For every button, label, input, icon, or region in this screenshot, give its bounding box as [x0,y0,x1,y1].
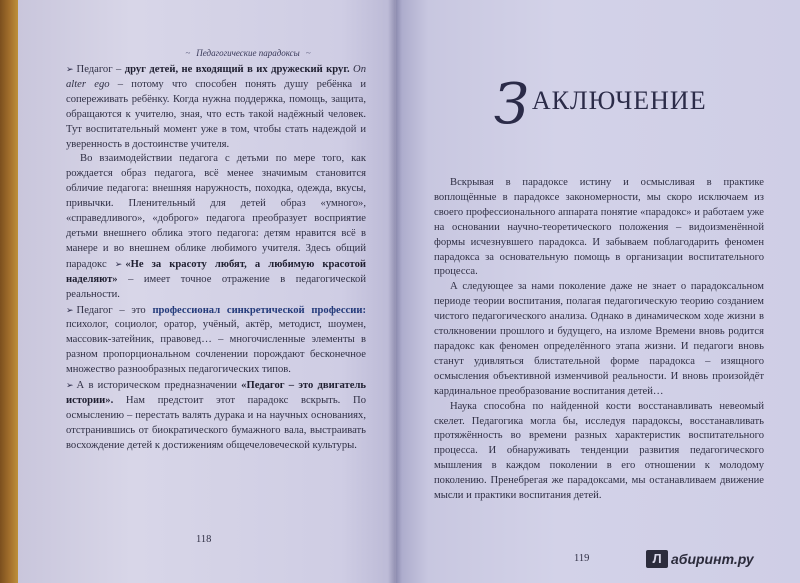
conclusion-paragraph-1: Вскрывая в парадоксе истину и осмысливая в практике воплощённые в парадоксе закономерности, мы скоро исключаем из своего профессионального аппарата понятие «парадокс» и работаем уже на основании научно-теоретического положения – видоизменённой формы исчезнувшего парадокса. И забываем поблагодарить феномен парадокса за основательную помощь в организации воспитательного процесса. [434,177,764,278]
right-page-text [434,176,764,504]
chapter-title [494,72,707,137]
page-number-right: 119 [574,553,590,564]
emphasis-text: «Педагог – это двигатель истории». [66,380,366,406]
quote-text: «Не за красоту любят, а любимую красотой наделяют» [66,258,367,285]
paragraph-2: Во взаимодействии педагога с детьми по мере того, как рождается образ педагога, всё менее значимым становится обличие педагога: внешняя наружность, походка, одежда, вкусы, привычки. Пленительный для детей образ «умного», «справедливого», «доброго» педагога преобразует восприятие детьми внешнего облика этого педагога: детям нравится всё в манере и во внешнем облике любимого учителя. Здесь общий парадокс ➢ «Не за красоту любят, а любимую красотой наделяют» – имеет точное отражение в педагогической реальности. [66,153,367,300]
watermark-logo: Л [646,550,668,568]
title-initial: З [494,72,530,137]
title-rest: АКЛЮЧЕНИЕ [531,86,707,115]
conclusion-paragraph-2: А следующее за нами поколение даже не знает о парадоксальном периоде теории воспитания, полагая педагогическую теорию созданием чистого педагогического анализа. Однако в динамическом ходе жизни в столкновении прошлого и будущего, на изломе Времени вновь родится парадокс как феномен определённого этапа жизни. И педагоги вновь станут удивляться блистательной форме парадокса – изящного осмысления объективной изменчивой реальности. И вновь произойдёт кардинальное преобразование воспитания детей… [434,281,764,397]
bullet-paragraph-1: ➢ Педагог – друг детей, не входящий в их дружеский круг. On alter ego – потому что способен понять душу ребёнка и сопереживать ребёнку. Когда нужна поддержка, помощь, защита, обращаются к учителю, зная, что есть такой надёжный человек. Тут воспитательный момент уже в том, чтобы стать надеждой и уверенность в достоинстве учителя. [66,64,367,150]
emphasis-text: друг детей, не входящий в их дружеский круг. [124,64,350,75]
left-page [18,0,398,583]
left-page-text [66,62,366,454]
emphasis-text: профессионал синкретической профессии: [152,304,366,316]
running-head: ~ Педагогические парадоксы ~ [128,48,368,58]
page-number-left: 118 [196,534,212,545]
watermark [646,546,796,572]
bullet-paragraph-3: ➢ А в историческом предназначении «Педагог – это двигатель истории». Нам предстоит этот парадокс вскрыть. По осмыслению – перестать валять дурака и на научных основаниях, отстранившись от биократического бумажного вала, выстраивать восхождение детей к достижениям общечеловеческой культуры. [66,380,366,451]
conclusion-paragraph-3: Наука способна по найденной кости восстанавливать невеомый скелет. Педагогика могла бы, исследуя парадоксы, восстанавливать протяжённость во времени разных характеристик воспитательного процесса. И обнаруживать тенденции развития педагогического мышления в каждом поколении в его отношении к молодому поколению. Пренебрегая же парадоксами, мы останавливаем движение мысли и практики воспитания детей. [434,400,764,502]
bullet-paragraph-2: ➢ Педагог – это профессионал синкретической профессии: психолог, социолог, оратор, учёный, актёр, методист, шоумен, массовик-затейник, правовед… – многочисленные элементы в разном пропорциональном сочленении порождают бесконечное множество разнообразных педагогических типов. [66,304,366,376]
bullet-marker-icon: ➢ [114,258,123,269]
book-gutter [388,0,402,583]
bullet-marker-icon: ➢ [66,304,74,315]
bullet-marker-icon: ➢ [66,64,74,74]
right-page [396,0,800,583]
bullet-marker-icon: ➢ [66,380,74,391]
latin-phrase: On alter ego [66,64,366,90]
watermark-text: абиринт.ру [671,551,754,567]
